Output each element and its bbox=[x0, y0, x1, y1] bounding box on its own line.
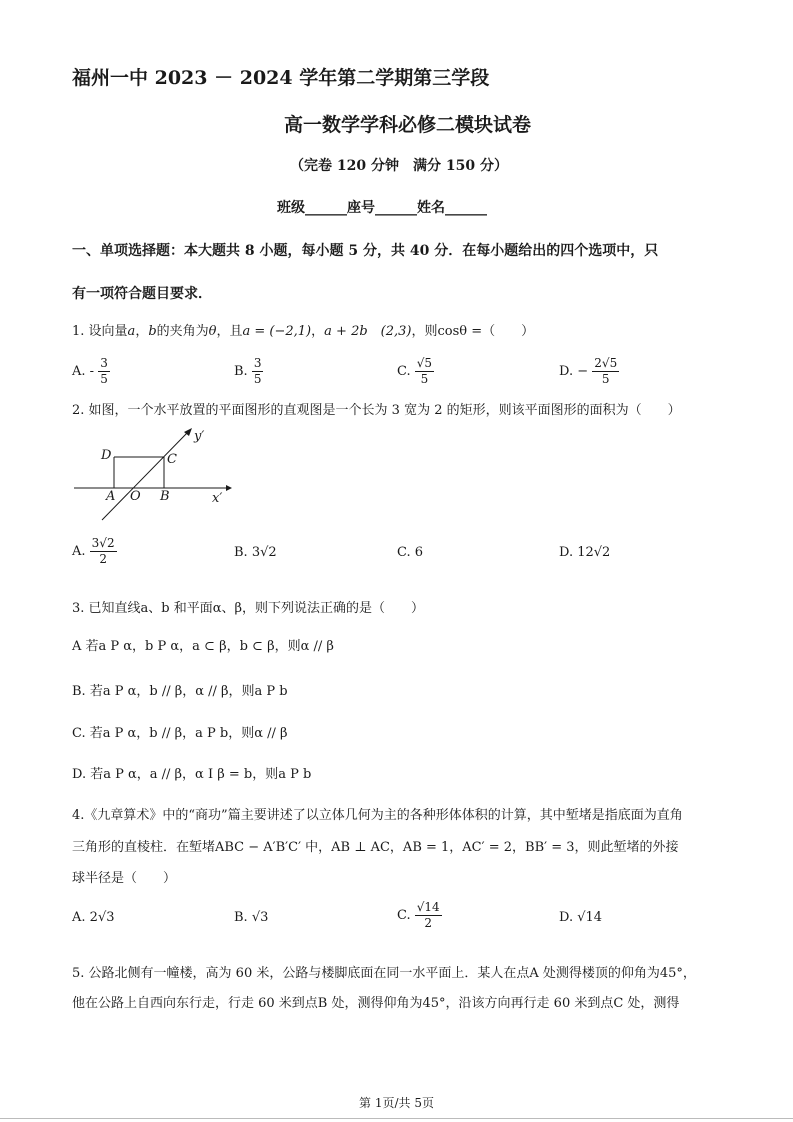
q2-option-b[interactable] bbox=[234, 545, 277, 560]
q1-a-den: 5 bbox=[100, 372, 108, 386]
label-x: x′ bbox=[212, 491, 223, 506]
q1-c-den: 5 bbox=[420, 372, 429, 386]
q2-figure bbox=[70, 420, 240, 525]
q1-option-d[interactable] bbox=[559, 356, 619, 387]
q1-b-num: 3 bbox=[253, 356, 262, 370]
q1-theta: θ bbox=[208, 324, 217, 339]
student-fields: 班级______座号______姓名______ bbox=[277, 200, 487, 216]
q1-cos: cosθ = bbox=[437, 324, 483, 339]
q1-c-num: √5 bbox=[416, 356, 433, 370]
q1-eq1: a = (−2,1) bbox=[242, 324, 312, 339]
q3-option-d[interactable]: D. 若a P α，a // β，α I β = b，则a P b bbox=[72, 767, 312, 782]
q2-a-den: 2 bbox=[99, 552, 107, 566]
q4-option-b-label: B. bbox=[234, 910, 248, 925]
q2-option-a-label: A. bbox=[72, 544, 86, 559]
q1-stem-a: 1. 设向量 bbox=[72, 324, 128, 339]
q1-option-d-label: D. bbox=[559, 364, 574, 379]
q4-line3: 球半径是（ ） bbox=[72, 871, 177, 886]
q3-option-c[interactable]: C. 若a P α，b // β，a P b，则α // β bbox=[72, 726, 288, 741]
q2-stem: 2. 如图，一个水平放置的平面图形的直观图是一个长为 3 宽为 2 的矩形，则该平面图形的面积为（ ） bbox=[72, 403, 681, 418]
q1-stem-b: ， bbox=[135, 324, 149, 339]
q4-option-d-value: √14 bbox=[577, 910, 603, 925]
q1-vector-b: b bbox=[148, 324, 157, 339]
q1-b-den: 5 bbox=[253, 372, 262, 386]
section1-line1: 一、单项选择题：本大题共 8 小题，每小题 5 分，共 40 分．在每小题给出的四个选项中，只 bbox=[72, 243, 659, 259]
q1-option-a-sign: - bbox=[89, 364, 95, 379]
q2-option-a[interactable] bbox=[72, 536, 117, 567]
q2-option-b-label: B. bbox=[234, 545, 248, 560]
section1-line2: 有一项符合题目要求． bbox=[72, 286, 212, 302]
q4-option-a-label: A. bbox=[72, 910, 86, 925]
q1-a-num: 3 bbox=[100, 356, 108, 370]
q1-stem: 1. 设向量a，b的夹角为θ，且a = (−2,1)，a + 2b (2,3)，则cosθ =（ ） bbox=[72, 324, 535, 339]
q4-option-c[interactable] bbox=[397, 900, 442, 931]
exam-title-line2: 高一数学学科必修二模块试卷 bbox=[284, 114, 532, 136]
q4-line2: 三角形的直棱柱．在堑堵ABC − A′B′C′ 中，AB ⊥ AC，AB = 1，AC′ = 2，BB′ = 3，则此堑堵的外接 bbox=[72, 840, 679, 855]
q1-option-a[interactable] bbox=[72, 356, 110, 387]
q1-paren: （ ） bbox=[482, 324, 535, 339]
q4-option-c-frac bbox=[415, 900, 442, 931]
q2-a-num: 3√2 bbox=[91, 536, 115, 550]
q2-option-d-value: 12√2 bbox=[577, 545, 611, 560]
label-d: D bbox=[101, 448, 112, 463]
q4-line1: 4.《九章算术》中的“商功”篇主要讲述了以立体几何为主的各种形体体积的计算，其中堑堵是指底面为直角 bbox=[72, 808, 683, 823]
q2-option-c[interactable] bbox=[397, 545, 423, 560]
q1-stem-d: ，且 bbox=[216, 324, 243, 339]
q4-option-a-value: 2√3 bbox=[89, 910, 115, 925]
q1-stem-c: 的夹角为 bbox=[156, 324, 209, 339]
q1-stem-e: ，则 bbox=[411, 324, 438, 339]
q2-option-c-value: 6 bbox=[414, 545, 424, 560]
q5-line1: 5. 公路北侧有一幢楼，高为 60 米，公路与楼脚底面在同一水平面上．某人在点A 处测得楼顶的仰角为45°， bbox=[72, 966, 696, 981]
q4-c-den: 2 bbox=[424, 916, 433, 930]
q4-option-b[interactable] bbox=[234, 910, 268, 925]
q1-option-d-sign: − bbox=[577, 364, 589, 379]
q2-option-d[interactable] bbox=[559, 545, 610, 560]
q3-option-b[interactable]: B. 若a P α，b // β，α // β，则a P b bbox=[72, 684, 288, 699]
q1-option-b-label: B. bbox=[234, 364, 248, 379]
q4-option-a[interactable] bbox=[72, 910, 115, 925]
q1-option-c-label: C. bbox=[397, 364, 411, 379]
q5-line2: 他在公路上自西向东行走，行走 60 米到点B 处，测得仰角为45°，沿该方向再行走 60 米到点C 处，测得 bbox=[72, 996, 680, 1011]
q4-option-c-label: C. bbox=[397, 908, 411, 923]
exam-info: （完卷 120 分钟 满分 150 分） bbox=[290, 158, 508, 174]
q2-option-d-label: D. bbox=[559, 545, 574, 560]
q1-option-a-label: A. bbox=[72, 364, 86, 379]
q1-option-a-frac bbox=[98, 356, 110, 387]
q3-stem: 3. 已知直线a、b 和平面α、β，则下列说法正确的是（ ） bbox=[72, 601, 425, 616]
q4-option-d[interactable] bbox=[559, 910, 602, 925]
q1-option-b[interactable] bbox=[234, 356, 263, 387]
q1-option-b-frac bbox=[252, 356, 264, 387]
q2-option-a-frac bbox=[90, 536, 117, 567]
q3-option-a[interactable]: A 若a P α，b P α，a ⊂ β，b ⊂ β，则α // β bbox=[72, 639, 334, 654]
q1-option-c-frac bbox=[415, 356, 434, 387]
q2-option-c-label: C. bbox=[397, 545, 411, 560]
footer-divider bbox=[0, 1118, 793, 1119]
q1-option-d-frac bbox=[592, 356, 619, 387]
q1-eq2: a + 2b (2,3) bbox=[324, 324, 412, 339]
q1-vector-a: a bbox=[127, 324, 136, 339]
x-arrow-icon bbox=[226, 485, 232, 491]
label-c: C bbox=[167, 452, 177, 467]
q4-option-d-label: D. bbox=[559, 910, 574, 925]
q1-d-num: 2√5 bbox=[594, 356, 618, 370]
label-o: O bbox=[130, 489, 141, 504]
label-y: y′ bbox=[194, 429, 205, 444]
q1-d-den: 5 bbox=[601, 372, 610, 386]
exam-title-line1: 福州一中 2023 － 2024 学年第二学期第三学段 bbox=[72, 67, 490, 89]
label-b: B bbox=[160, 489, 170, 504]
page-number: 第 1页/共 5页 bbox=[359, 1096, 434, 1110]
q1-option-c[interactable] bbox=[397, 356, 434, 387]
y-axis bbox=[102, 432, 188, 520]
label-a: A bbox=[106, 489, 116, 504]
q4-c-num: √14 bbox=[416, 900, 440, 914]
q4-option-b-value: √3 bbox=[251, 910, 269, 925]
q2-option-b-value: 3√2 bbox=[251, 545, 277, 560]
